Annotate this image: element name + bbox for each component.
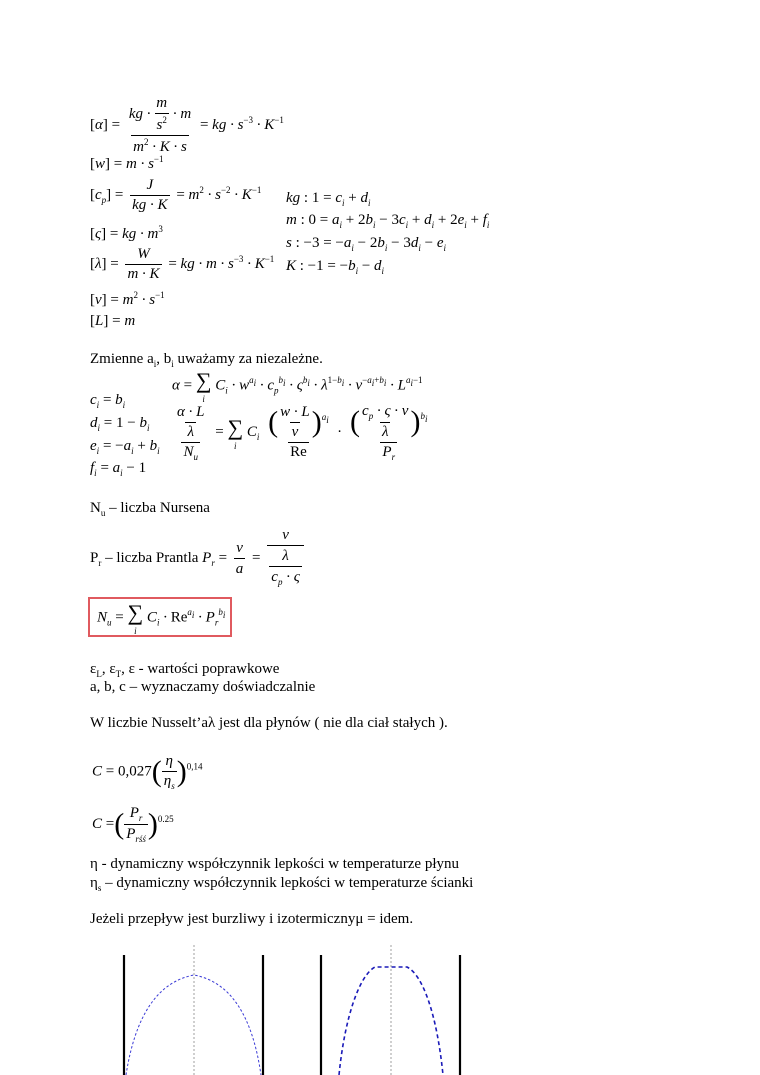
eta-line: η - dynamiczny współczynnik lepkości w temperaturze płynu xyxy=(90,856,459,872)
C2-formula: C =( $\frac{P_r}{P_{rśś}}$ )$^{0.25}$ xyxy=(92,805,174,844)
dim-eq-kg: kg : $1 = c_i + d_i$ xyxy=(286,190,371,208)
prandtl-label: $P_r$ – liczba Prantla $P_r$ = $\frac{\nu}{a}$ = $\frac{\nu}{\frac{\lambda}{c_p \cdot \varsigma}}$ xyxy=(90,526,307,591)
dim-eq-m: m : $0 = a_i + 2b_i - 3c_i + d_i + 2e_i + f_i$ xyxy=(286,212,490,230)
turbulent-profile-diagram xyxy=(305,945,475,1075)
e-i-eq: $e_i = -a_i + b_i$ xyxy=(90,438,160,456)
d-i-eq: $d_i = 1 - b_i$ xyxy=(90,415,150,433)
lambda-unit-eq: [λ] = $\frac{W}{m \cdot K}$ = kg · $m \cdot s^{-3} \cdot K^{-1}$ xyxy=(90,246,275,282)
nu-unit-eq: $[\nu] = m^2 \cdot s^{-1}$ xyxy=(90,290,165,308)
boxed-nusselt-formula: $N_u$ = ∑ i $C_i \cdot Re^{a_i} \cdot P_r^{b_i}$ xyxy=(97,600,226,636)
etas-line: $\eta_s$ – dynamiczny współczynnik lepkości w temperaturze ścianki xyxy=(90,875,474,893)
abc-line: a, b, c – wyznaczamy doświadczalnie xyxy=(90,679,316,695)
zmienne-text: Zmienne $a_i$, $b_i$ uważamy za niezależne. xyxy=(90,351,323,369)
w-unit-eq: $[w] = m \cdot s^{-1}$ xyxy=(90,154,164,172)
laminar-profile-diagram xyxy=(110,945,280,1075)
cp-unit-eq: $[c_p]$ = $\frac{J}{kg \cdot K}$ = $m^2 \cdot s^{-2} \cdot K^{-1}$ xyxy=(90,177,262,213)
c-i-eq: $c_i = b_i$ xyxy=(90,392,126,410)
alpha-sum-eq: α = ∑ i $C_i \cdot w^{a_i} \cdot c_p^{b_i} \cdot \varsigma^{b_i} \cdot \lambda^{1-b_i} \cdot \nu^{-a_i+b_i} \cdot L^{a_i-1}$ xyxy=(172,368,423,404)
f-i-eq: $f_i = a_i - 1$ xyxy=(90,460,147,478)
dim-eq-K: K : $-1 = -b_i - d_i$ xyxy=(286,258,385,276)
nusselt-fraction-eq: $\frac{\frac{\alpha \cdot L}{\lambda}}{N_u}$ = ∑ i $C_i$ ( $\frac{w \cdot L}{\nu}$ )$^{a_i}$ Re · ( $\frac{c_p \cdot \varsigma \cdot \nu}{\lambda}$ )$^{b_i}$ $P_r$ xyxy=(177,403,428,462)
eps-line: $\varepsilon_L$, $\varepsilon_T$, ε - wartości poprawkowe xyxy=(90,661,280,679)
nusselt-label: $N_u$ – liczba Nursena xyxy=(90,500,210,518)
L-unit-eq: [L] = m xyxy=(90,313,136,329)
rho-unit-eq: [ς] = kg · $m^3$ xyxy=(90,224,163,242)
nusselt-note: W liczbie Nusselt’aλ jest dla płynów ( nie dla ciał stałych ). xyxy=(90,715,448,731)
turbulent-line: Jeżeli przepływ jest burzliwy i izotermicznyμ = idem. xyxy=(90,911,414,927)
dim-eq-s: s : $-3 = -a_i - 2b_i - 3d_i - e_i$ xyxy=(286,235,447,253)
alpha-unit-eq: [α] = kg · $\frac{m}{s^2}$ · m $m^2 \cdot K \cdot s$ = kg · $s^{-3} \cdot K^{-1}$ xyxy=(90,95,284,155)
C1-formula: C = 0,027( $\frac{\eta}{\eta_s}$ )$^{0,14}$ xyxy=(92,753,203,791)
